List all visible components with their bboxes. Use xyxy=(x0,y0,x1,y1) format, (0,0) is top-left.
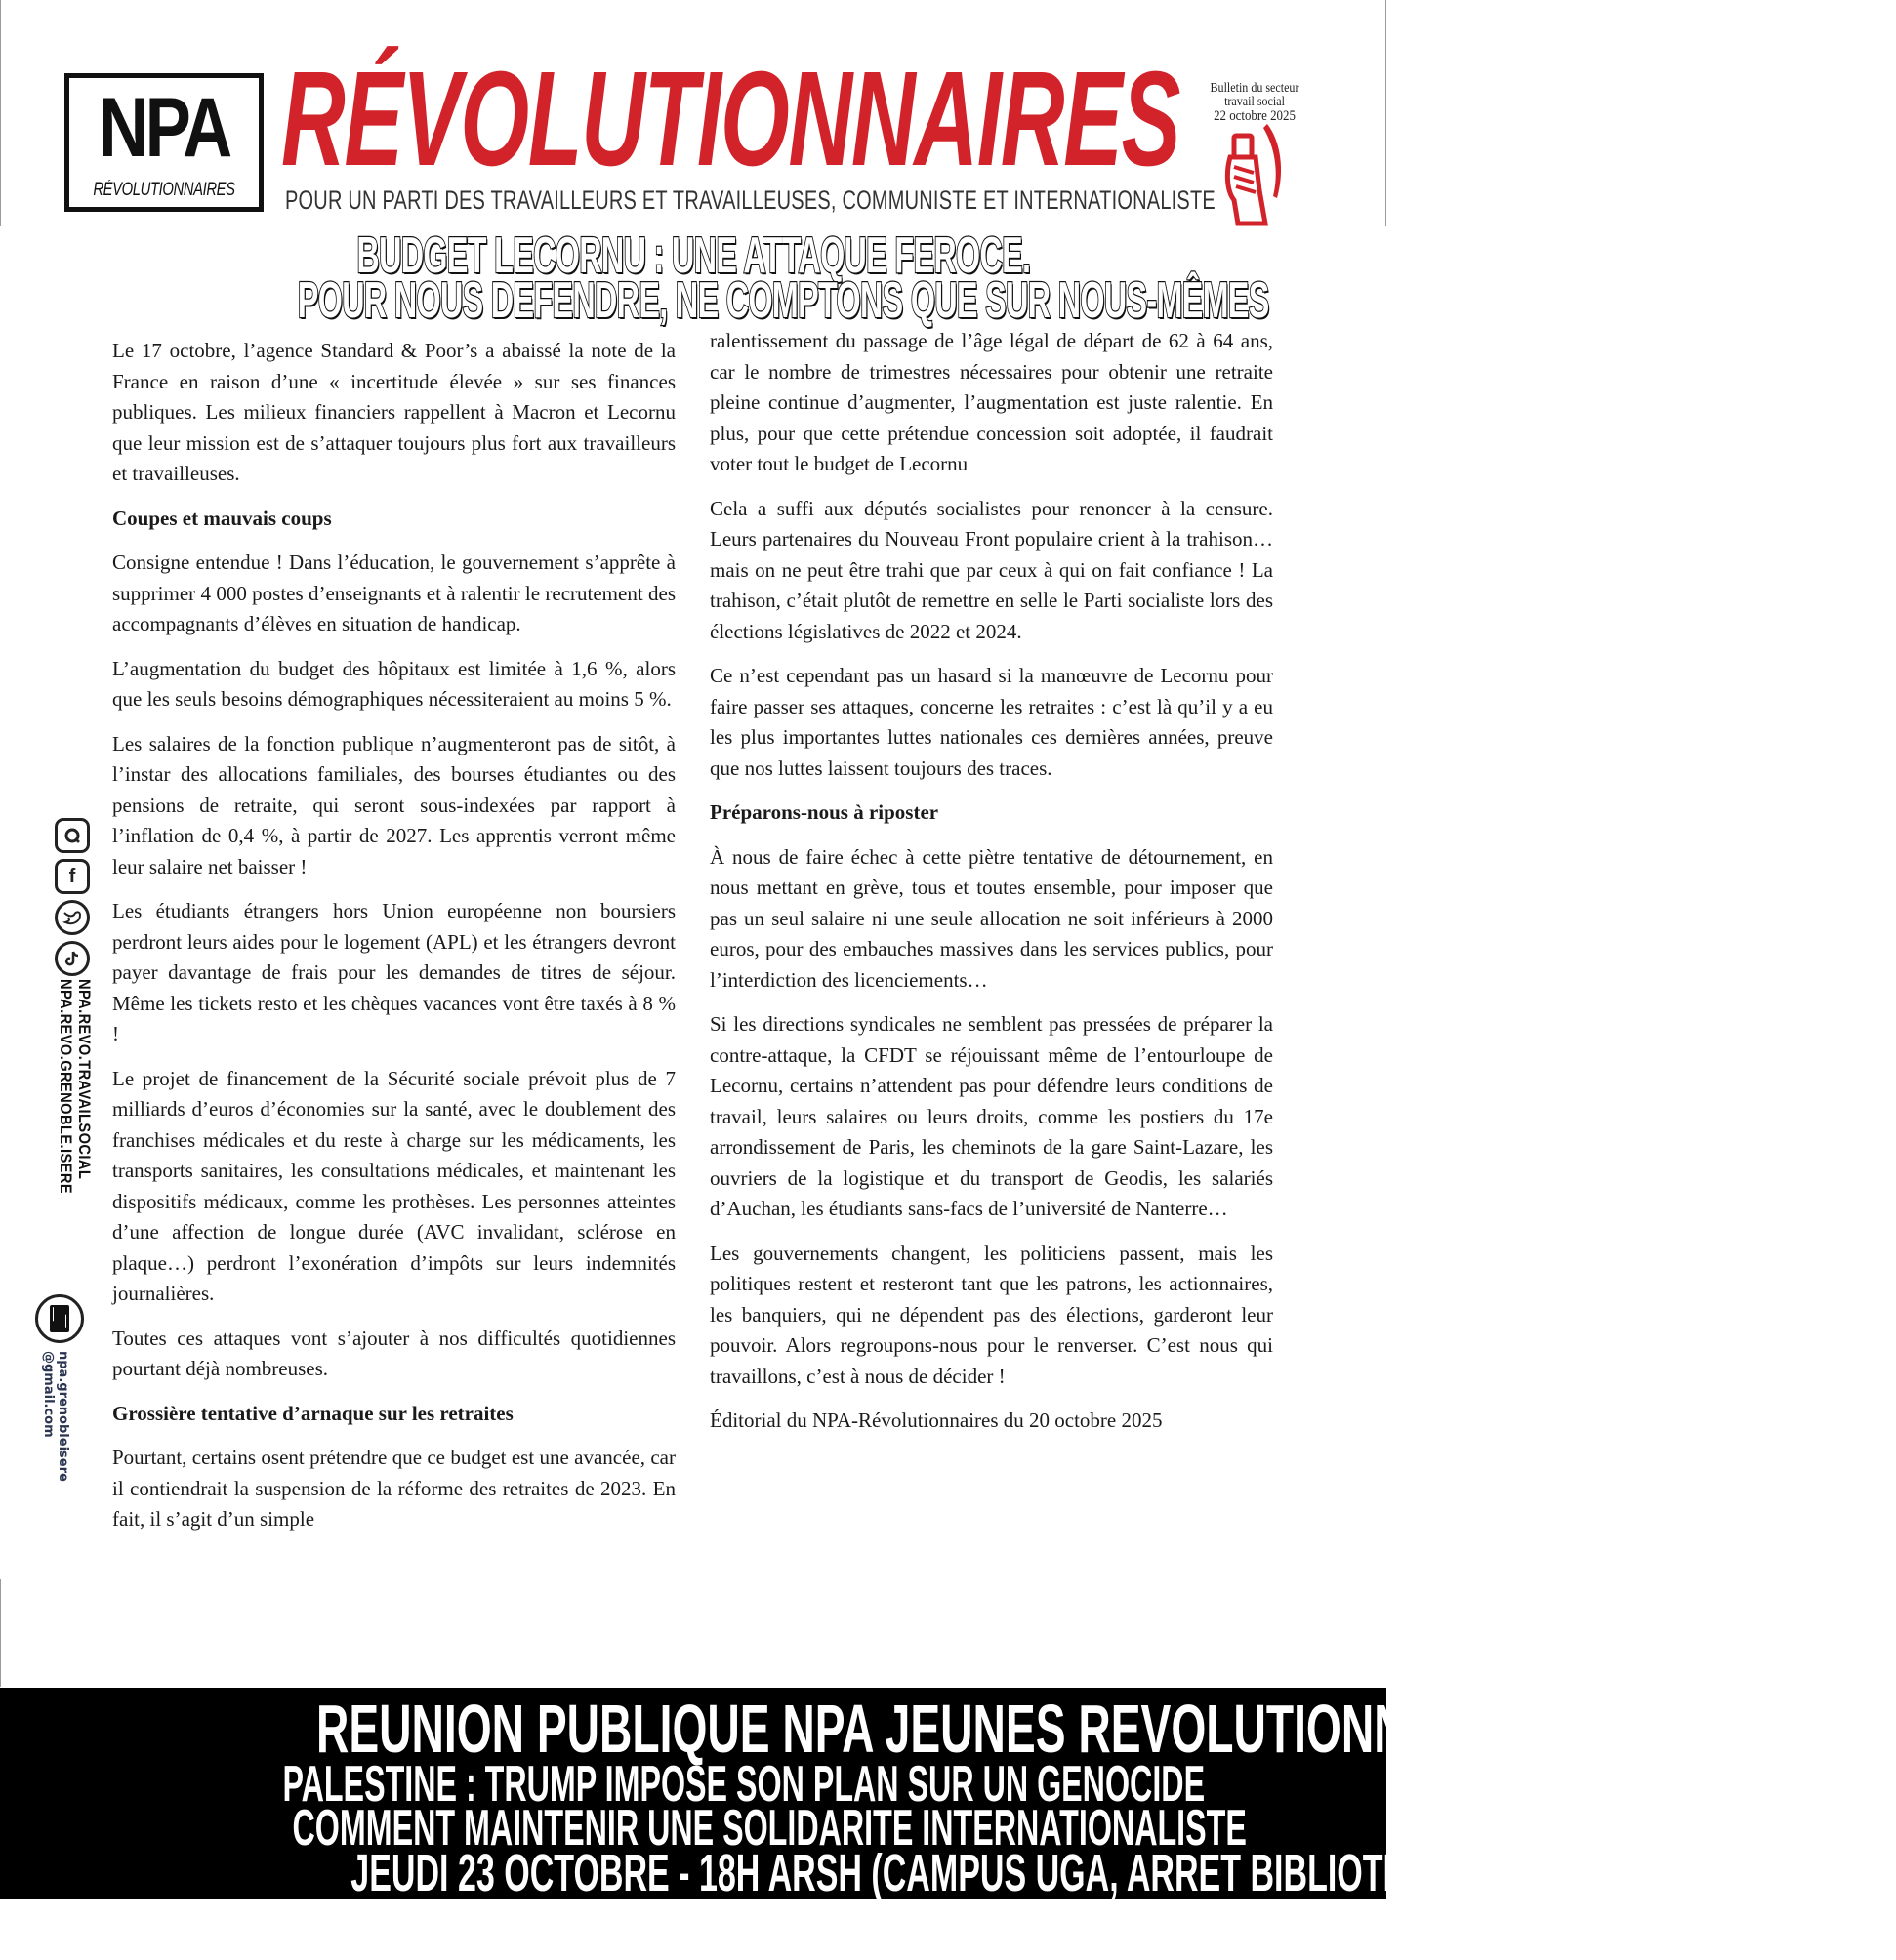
event-title: REUNION PUBLIQUE NPA JEUNES REVOLUTIONNAIRES xyxy=(315,1691,1545,1767)
headline xyxy=(0,227,1386,329)
email-user: npa.grenobleisere xyxy=(56,1351,70,1482)
event-banner xyxy=(0,1688,1546,1902)
article-paragraph: Si les directions syndicales ne semblent pas pressées de préparer la contre-attaque, la CFDT se réjouissant même de l’entourloupe de Lecornu, certains n’attendent pas pour défendre leurs conditions de travail, leurs salaires ou leurs droits, comme les postiers du 17e arrondissement de Paris, les cheminots de la gare Saint-Lazare, les ouvriers de la logistique et du transport de Geodis, les salariés d’Auchan, les étudiants sans-facs de l’université de Nanterre… xyxy=(710,1012,1273,1220)
headline-line-2: POUR NOUS DEFENDRE, NE COMPTONS QUE SUR NOUS-MÊMES xyxy=(297,272,1269,329)
npa-logo xyxy=(64,73,264,212)
frame-line-left-lower xyxy=(0,1579,1,1687)
facebook-icon[interactable]: f xyxy=(55,859,90,894)
article-paragraph: Toutes ces attaques vont s’ajouter à nos difficultés quotidiennes pourtant déjà nombreuses. xyxy=(112,1326,676,1380)
article-paragraph: Les salaires de la fonction publique n’augmenteront pas de sitôt, à l’instar des allocations familiales, des bourses étudiantes ou des pensions de retraite, qui seront sous-indexées par rapport à l’inflation de 0,4 %, à partir de 2027. Les apprentis verront même leur salaire net baisser ! xyxy=(112,731,676,878)
email-domain: @gmail.com xyxy=(41,1351,56,1438)
bulletin-info xyxy=(1196,82,1313,123)
bulletin-sector-name: travail social xyxy=(1224,95,1285,109)
event-date-location: JEUDI 23 OCTOBRE - 18H ARSH (CAMPUS UGA, ARRET BIBLIOTHEQUE U) xyxy=(350,1844,1546,1902)
article-paragraph: Les étudiants étrangers hors Union européenne non boursiers perdront leurs aides pour le logement (APL) et les étrangers devront payer davantage de frais pour les demandes de titres de séjour. Même les tickets resto et les chèques vacances vont être taxés à 8 % ! xyxy=(112,899,676,1045)
frame-line-left xyxy=(0,0,1,226)
masthead-title: RÉVOLUTIONNAIRES xyxy=(281,44,1180,194)
article-paragraph: L’augmentation du budget des hôpitaux est limitée à 1,6 %, alors que les seuls besoins démographiques nécessiteraient au moins 5 %. xyxy=(112,656,676,711)
logo-npa-text: NPA xyxy=(99,81,229,175)
mail-icon[interactable] xyxy=(35,1294,84,1343)
tiktok-icon[interactable] xyxy=(55,941,90,976)
raised-fist-icon xyxy=(1220,122,1289,225)
article-paragraph: Cela a suffi aux députés socialistes pour renoncer à la censure. Leurs partenaires du Nouveau Front populaire crient à la trahison… mais on ne peut être trahi que par ceux à qui on fait confiance ! La trahison, c’était plutôt de remettre en selle le Parti socialiste lors des élections législatives de 2022 et 2024. xyxy=(710,496,1273,643)
article-paragraph: Les gouvernements changent, les politiciens passent, mais les politiques restent et resteront tant que les patrons, les actionnaires, les banquiers, qui ne dépendent pas des élections, garderont leur pouvoir. Alors regroupons-nous pour le renverser. C’est nous qui travaillons, c’est à nous de décider ! xyxy=(710,1241,1273,1388)
article-paragraph: Ce n’est cependant pas un hasard si la manœuvre de Lecornu pour faire passer ses attaques, concerne les retraites : c’est là qu’il y a eu les plus importantes luttes nationales ces dernières années, preuve que nos luttes laissent toujours des traces. xyxy=(710,664,1273,780)
event-topic: PALESTINE : TRUMP IMPOSE SON PLAN SUR UN GENOCIDE xyxy=(282,1756,1206,1813)
twitter-icon[interactable] xyxy=(55,900,90,935)
article-paragraph: ralentissement du passage de l’âge légal de départ de 62 à 64 ans, car le nombre de trimestres nécessaires pour obtenir une retraite pleine continue d’augmenter, l’augmentation est juste ralentie. En plus, pour que cette prétendue concession soit adoptée, il faudrait voter tout le budget de Lecornu xyxy=(710,329,1273,475)
event-subtopic: COMMENT MAINTENIR UNE SOLIDARITE INTERNATIONALISTE xyxy=(292,1800,1247,1857)
section-heading: Coupes et mauvais coups xyxy=(112,506,332,530)
handle-grenoble-isere[interactable]: NPA.REVO.GRENOBLE.ISERE xyxy=(57,979,75,1195)
headline-line-1: BUDGET LECORNU : UNE ATTAQUE FEROCE. xyxy=(356,227,1030,284)
section-heading: Grossière tentative d’arnaque sur les retraites xyxy=(112,1401,514,1425)
bulletin-sector: Bulletin du secteur xyxy=(1210,81,1299,96)
article-paragraph: Pourtant, certains osent prétendre que ce budget est une avancée, car il contiendrait la suspension de la réforme des retraites de 2023. En fait, il s’agit d’un simple xyxy=(112,1446,676,1531)
article-paragraph: Consigne entendue ! Dans l’éducation, le gouvernement s’apprête à supprimer 4 000 postes d’enseignants et à ralentir le recrutement des accompagnants d’élèves en situation de handicap. xyxy=(112,551,676,635)
article-column-left xyxy=(112,336,676,1549)
bulletin-date: 22 octobre 2025 xyxy=(1214,108,1296,124)
article-paragraph: Le 17 octobre, l’agence Standard & Poor’s a abaissé la note de la France en raison d’une « incertitude élevée » sur ses finances publiques. Les milieux financiers rappellent à Macron et Lecornu que leur mission est de s’attaquer toujours plus fort aux travailleurs et travailleuses. xyxy=(112,339,676,485)
social-handles xyxy=(57,979,94,1194)
article-paragraph: À nous de faire échec à cette piètre tentative de détournement, en nous mettant en grève, tous et toutes ensemble, pour imposer que pas un seul salaire ni une seule allocation ne soit inférieurs à 2000 euros, pour des embauches massives dans les services publics, pour l’interdiction des licenciements… xyxy=(710,844,1273,992)
handle-travail-social[interactable]: NPA.REVO.TRAVAILSOCIAL xyxy=(75,979,94,1180)
logo-subtitle: RÉVOLUTIONNAIRES xyxy=(93,180,235,200)
article-column-right xyxy=(710,326,1273,1450)
envelope-glyph xyxy=(50,1305,69,1332)
instagram-icon[interactable] xyxy=(55,818,90,853)
article-paragraph: Le projet de financement de la Sécurité sociale prévoit plus de 7 milliards d’euros d’économies sur la santé, avec le doublement des franchises médicales et du reste à charge sur les médicaments, les transports sanitaires, les consultations médicales, et maintenant les dispositifs médicaux, comme les prothèses. Les personnes atteintes d’une affection de longue durée (AVC invalidant, sclérose en plaque…) perdront l’exonération d’impôts sur leurs indemnités journalières. xyxy=(112,1066,676,1305)
editorial-signature: Éditorial du NPA-Révolutionnaires du 20 octobre 2025 xyxy=(710,1409,1163,1432)
section-heading: Préparons-nous à riposter xyxy=(710,800,939,824)
frame-line-right xyxy=(1385,0,1386,226)
email-address[interactable] xyxy=(41,1351,70,1482)
masthead-tagline: POUR UN PARTI DES TRAVAILLEURS ET TRAVAILLEUSES, COMMUNISTE ET INTERNATIONALISTE xyxy=(285,185,1216,215)
